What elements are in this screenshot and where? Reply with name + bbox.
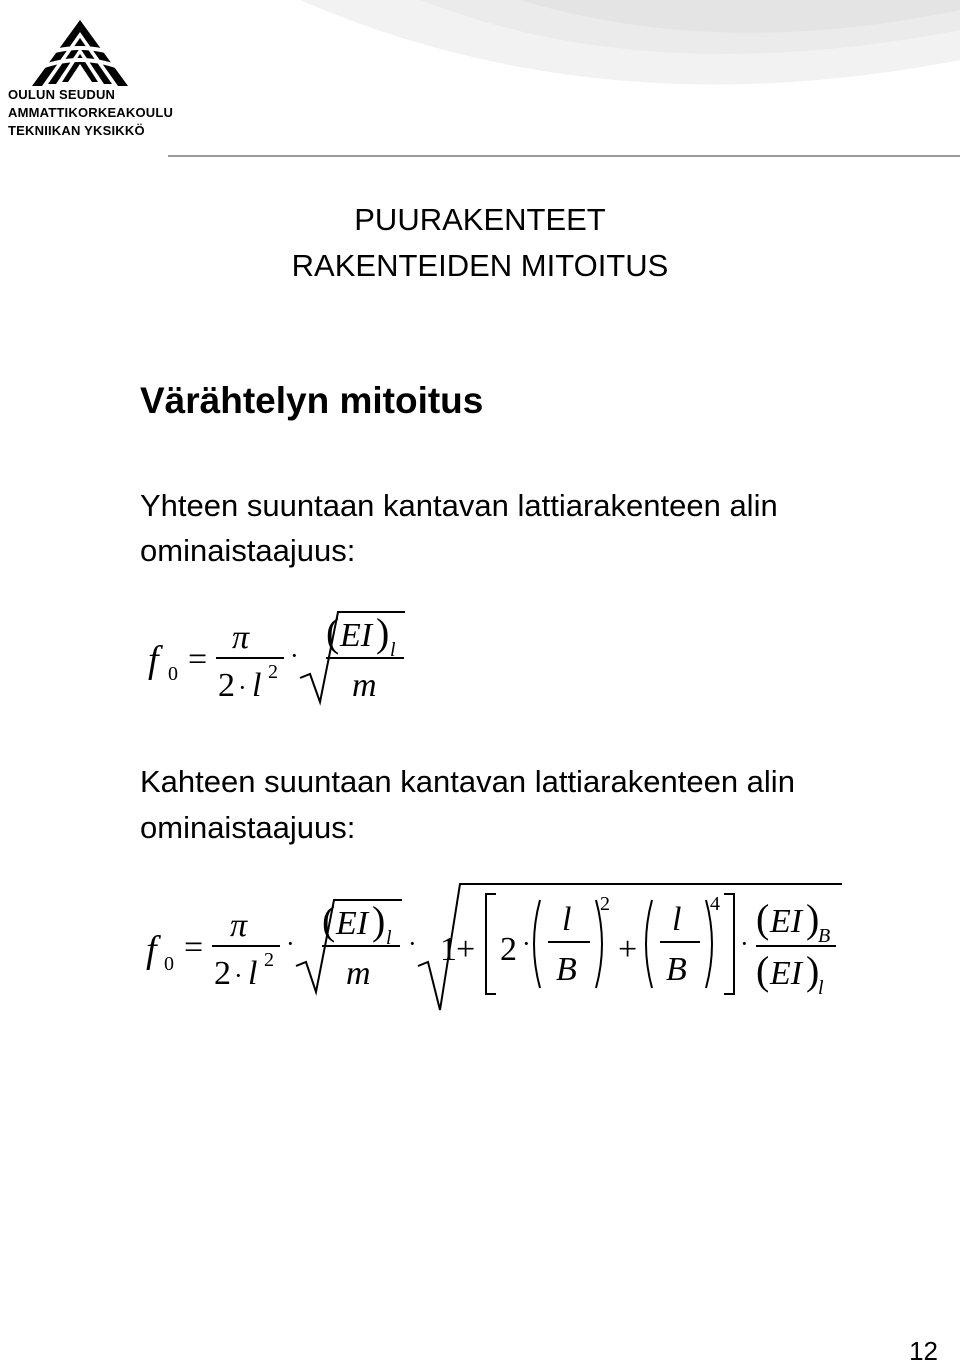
f1-sub0: 0 <box>168 663 178 685</box>
f2-m: m <box>346 955 371 992</box>
f2-subB: B <box>818 925 831 947</box>
f2-lbracket <box>486 894 496 994</box>
school-logo-icon <box>28 18 132 88</box>
page-number: 12 <box>909 1336 938 1366</box>
f2-lparen-B: ( <box>756 896 770 941</box>
f1-l: l <box>252 667 262 704</box>
header-divider <box>168 155 960 157</box>
f2-sq: 2 <box>264 949 274 971</box>
f2-exp4: 4 <box>710 893 720 915</box>
f2-EI: EI <box>336 905 369 942</box>
f2-subl-den: l <box>818 977 824 999</box>
f2-dot4: · <box>522 929 531 958</box>
f1-subl: l <box>390 639 396 661</box>
f2-subl: l <box>386 927 392 949</box>
f2-rparen-B: ) <box>806 896 820 941</box>
f2-dot2: · <box>234 961 243 990</box>
header <box>0 0 960 160</box>
f1-dot2: · <box>238 673 247 702</box>
f1-EI: EI <box>340 617 373 654</box>
f2-lparen-l: ( <box>756 948 770 993</box>
f2-rparen: ) <box>372 898 386 943</box>
f1-lparen: ( <box>326 610 340 655</box>
f2-eq: = <box>184 929 204 966</box>
f2-B-den2: B <box>666 951 687 988</box>
f2-two: 2 <box>214 955 231 992</box>
f2-paren-open-1 <box>534 900 540 988</box>
f1-rparen: ) <box>376 610 390 655</box>
f1-pi: π <box>232 619 250 656</box>
f2-two-b: 2 <box>500 931 517 968</box>
f1-dot: · <box>290 641 299 670</box>
section-heading: Värähtelyn mitoitus <box>140 380 484 421</box>
f2-l-num2: l <box>672 901 682 938</box>
f2-l: l <box>248 955 258 992</box>
f2-l-num1: l <box>562 901 572 938</box>
f2-sub0: 0 <box>164 953 174 975</box>
f2-rparen-l: ) <box>806 948 820 993</box>
f2-rbracket <box>724 894 734 994</box>
f2-plus: + <box>456 931 476 968</box>
f2-f: f <box>146 929 157 971</box>
document-title-line1: PUURAKENTEET <box>354 202 606 237</box>
f2-B-den1: B <box>556 951 577 988</box>
document-title-line2: RAKENTEIDEN MITOITUS <box>291 248 669 283</box>
f2-EI-den: EI <box>770 955 803 992</box>
paragraph2-line2: ominaistaajuus: <box>140 810 356 845</box>
f2-dot5: · <box>740 929 749 958</box>
f2-pi: π <box>230 907 248 944</box>
f1-m: m <box>352 667 377 704</box>
formula-one-way <box>0 590 960 720</box>
f2-lparen: ( <box>322 898 336 943</box>
f2-exp2: 2 <box>600 893 610 915</box>
logo-text-line1: OULUN SEUDUN <box>8 87 116 102</box>
f2-plus2: + <box>618 931 638 968</box>
f1-two: 2 <box>218 667 235 704</box>
f1-f: f <box>148 639 159 681</box>
paragraph2-line1: Kahteen suuntaan kantavan lattiarakenteen alin <box>140 764 795 799</box>
f1-eq: = <box>188 641 208 678</box>
f2-dot3: · <box>408 929 417 958</box>
paragraph1-line2: ominaistaajuus: <box>140 533 356 568</box>
f2-paren-open-2 <box>646 900 652 988</box>
logo-text-line2: AMMATTIKORKEAKOULU <box>8 105 174 120</box>
paragraph1-line1: Yhteen suuntaan kantavan lattiarakenteen alin <box>140 488 778 523</box>
f2-one: 1 <box>440 931 457 968</box>
f1-sq: 2 <box>268 661 278 683</box>
logo-text-line3: TEKNIIKAN YKSIKKÖ <box>8 123 145 138</box>
f2-EI-num: EI <box>770 903 803 940</box>
f2-dot: · <box>286 929 295 958</box>
formula-two-way <box>0 870 960 1020</box>
